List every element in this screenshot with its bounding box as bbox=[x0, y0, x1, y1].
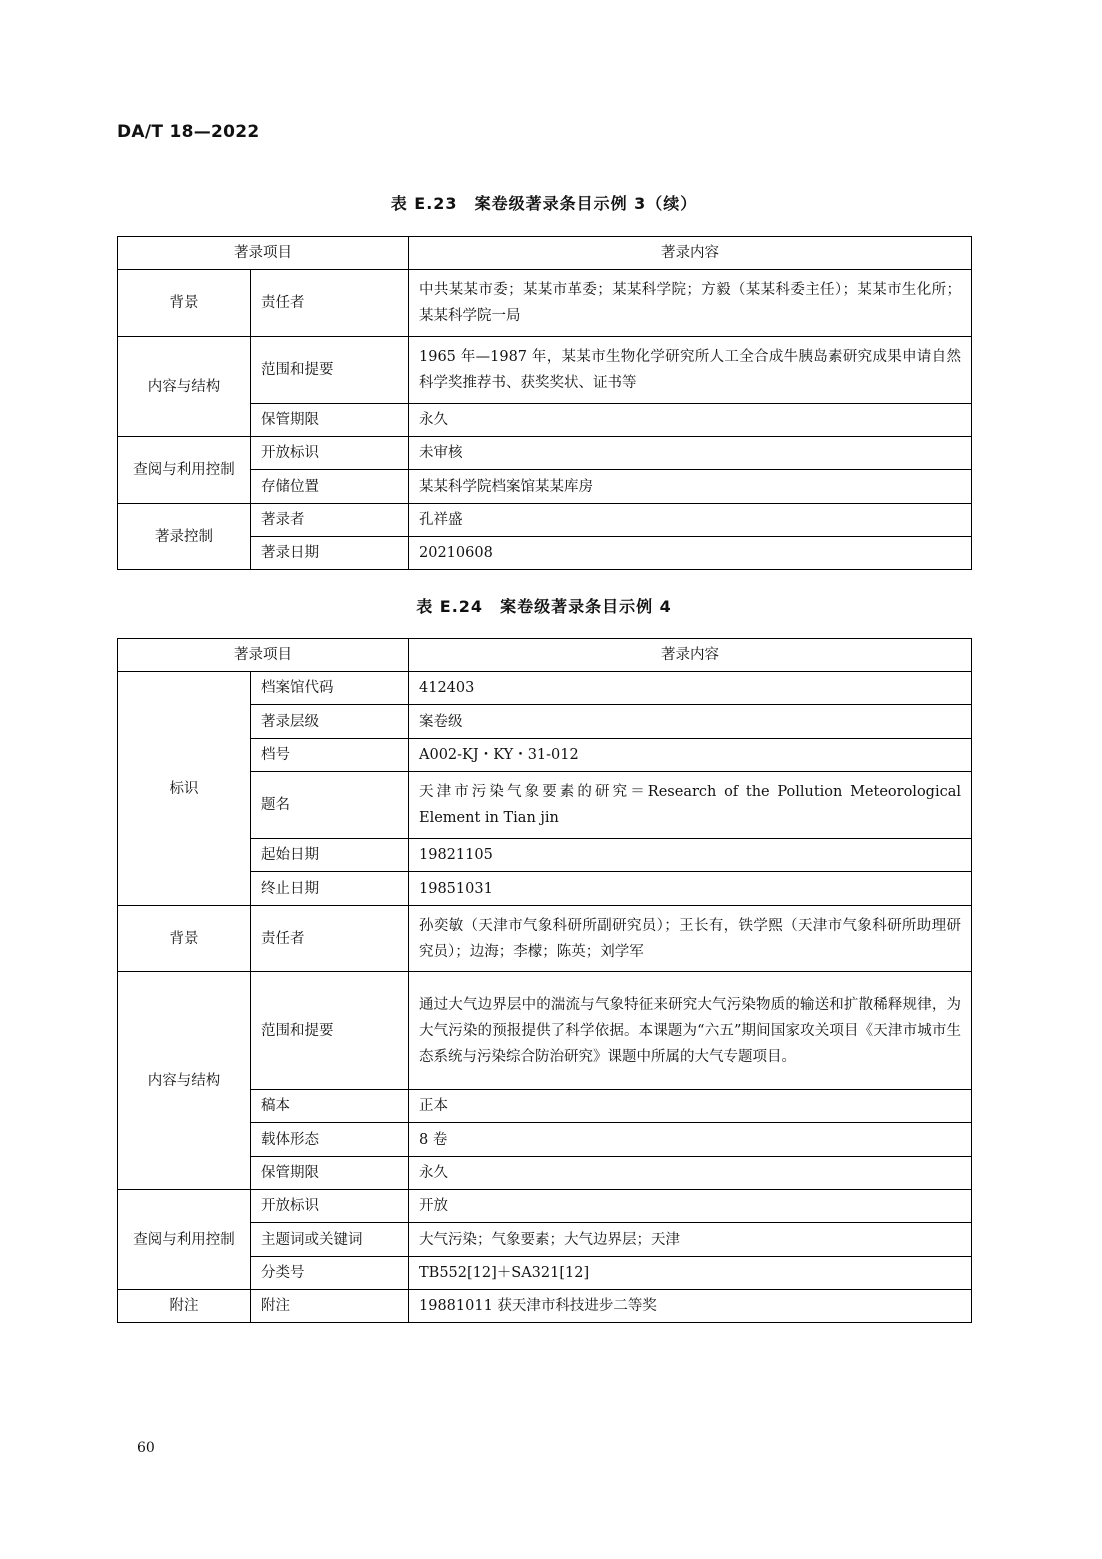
field-name: 终止日期 bbox=[251, 872, 409, 906]
field-value: 大气污染；气象要素；大气边界层；天津 bbox=[409, 1223, 972, 1257]
field-name: 分类号 bbox=[251, 1257, 409, 1290]
field-name: 保管期限 bbox=[251, 1157, 409, 1190]
group-label: 背景 bbox=[118, 270, 251, 337]
table-title: 表 E.24 案卷级著录条目示例 4 bbox=[416, 597, 672, 616]
field-value: 某某科学院档案馆某某库房 bbox=[409, 470, 972, 504]
field-name: 范围和提要 bbox=[251, 972, 409, 1090]
field-name: 附注 bbox=[251, 1290, 409, 1323]
field-value: 19881011 获天津市科技进步二等奖 bbox=[409, 1290, 972, 1323]
record-table-e24 bbox=[117, 638, 972, 1323]
field-value: TB552[12]＋SA321[12] bbox=[409, 1257, 972, 1290]
field-value: 1965 年—1987 年，某某市生物化学研究所人工全合成牛胰岛素研究成果申请自然科学奖推荐书、获奖奖状、证书等 bbox=[409, 337, 972, 404]
field-name: 开放标识 bbox=[251, 437, 409, 470]
field-value: 19851031 bbox=[409, 872, 972, 906]
field-value: 孔祥盛 bbox=[409, 504, 972, 537]
field-value: 19821105 bbox=[409, 839, 972, 872]
column-header-item: 著录项目 bbox=[118, 639, 409, 672]
group-label: 标识 bbox=[118, 672, 251, 906]
table-header-row bbox=[118, 237, 972, 270]
field-name: 存储位置 bbox=[251, 470, 409, 504]
table-row bbox=[118, 1190, 972, 1223]
field-name: 著录日期 bbox=[251, 537, 409, 570]
group-label: 附注 bbox=[118, 1290, 251, 1323]
field-name: 载体形态 bbox=[251, 1123, 409, 1157]
table-row bbox=[118, 504, 972, 537]
field-value: 天津市污染气象要素的研究＝Research of the Pollution Meteorological Element in Tian jin bbox=[409, 772, 972, 839]
group-label: 著录控制 bbox=[118, 504, 251, 570]
table-row bbox=[118, 270, 972, 337]
column-header-content: 著录内容 bbox=[409, 639, 972, 672]
group-label: 背景 bbox=[118, 906, 251, 972]
table-header-row bbox=[118, 639, 972, 672]
group-label: 内容与结构 bbox=[118, 337, 251, 437]
field-value: 案卷级 bbox=[409, 705, 972, 739]
field-value: 中共某某市委；某某市革委；某某科学院；方毅（某某科委主任）；某某市生化所；某某科学院一局 bbox=[409, 270, 972, 337]
page-number: 60 bbox=[137, 1440, 155, 1456]
field-value: 开放 bbox=[409, 1190, 972, 1223]
table-row bbox=[118, 906, 972, 972]
field-name: 档案馆代码 bbox=[251, 672, 409, 705]
field-name: 开放标识 bbox=[251, 1190, 409, 1223]
table-row bbox=[118, 672, 972, 705]
field-value: 孙奕敏（天津市气象科研所副研究员）；王长有，铁学熙（天津市气象科研所助理研究员）；边海；李檬；陈英；刘学军 bbox=[409, 906, 972, 972]
field-name: 范围和提要 bbox=[251, 337, 409, 404]
column-header-content: 著录内容 bbox=[409, 237, 972, 270]
field-name: 主题词或关键词 bbox=[251, 1223, 409, 1257]
group-label: 查阅与利用控制 bbox=[118, 1190, 251, 1290]
field-name: 题名 bbox=[251, 772, 409, 839]
field-name: 起始日期 bbox=[251, 839, 409, 872]
field-value: 永久 bbox=[409, 404, 972, 437]
field-value: 未审核 bbox=[409, 437, 972, 470]
document-code: DA/T 18—2022 bbox=[117, 122, 260, 142]
group-label: 查阅与利用控制 bbox=[118, 437, 251, 504]
field-value: 8 卷 bbox=[409, 1123, 972, 1157]
field-name: 责任者 bbox=[251, 270, 409, 337]
column-header-item: 著录项目 bbox=[118, 237, 409, 270]
table-title: 表 E.23 案卷级著录条目示例 3（续） bbox=[390, 194, 698, 213]
table-row bbox=[118, 337, 972, 404]
field-value: 正本 bbox=[409, 1090, 972, 1123]
field-value: 通过大气边界层中的湍流与气象特征来研究大气污染物质的输送和扩散稀释规律，为大气污染的预报提供了科学依据。本课题为“六五”期间国家攻关项目《天津市城市生态系统与污染综合防治研究》课题中所属的大气专题项目。 bbox=[409, 972, 972, 1090]
field-value: 20210608 bbox=[409, 537, 972, 570]
table-row bbox=[118, 972, 972, 1090]
field-name: 责任者 bbox=[251, 906, 409, 972]
group-label: 内容与结构 bbox=[118, 972, 251, 1190]
table-row bbox=[118, 1290, 972, 1323]
field-name: 保管期限 bbox=[251, 404, 409, 437]
field-name: 稿本 bbox=[251, 1090, 409, 1123]
field-name: 档号 bbox=[251, 739, 409, 772]
table-row bbox=[118, 437, 972, 470]
field-value: A002-KJ・KY・31-012 bbox=[409, 739, 972, 772]
field-value: 永久 bbox=[409, 1157, 972, 1190]
record-table-e23 bbox=[117, 236, 972, 570]
field-name: 著录者 bbox=[251, 504, 409, 537]
field-name: 著录层级 bbox=[251, 705, 409, 739]
field-value: 412403 bbox=[409, 672, 972, 705]
